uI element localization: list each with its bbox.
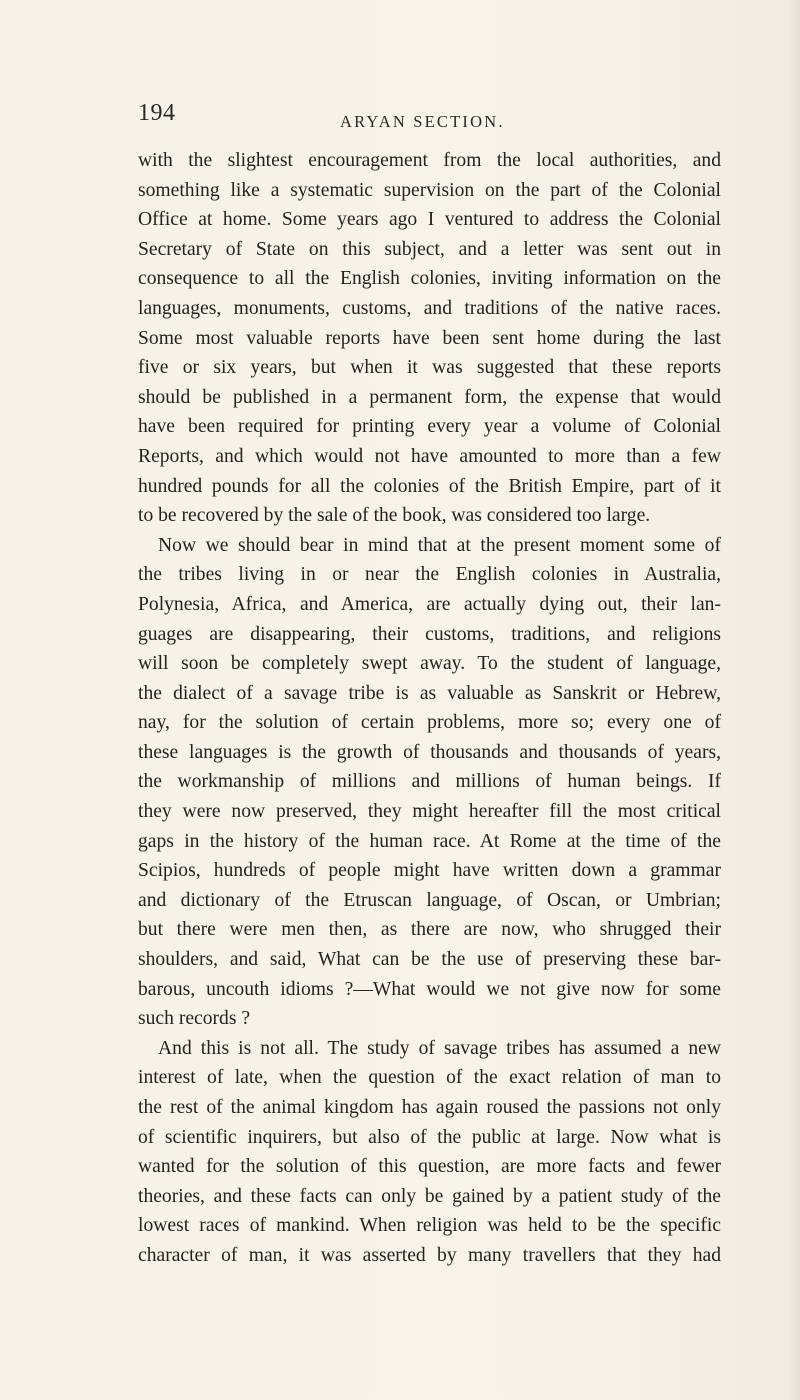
text-line: gaps in the history of the human race. At Rome at the time of the	[138, 830, 721, 852]
text-line: Office at home. Some years ago I ventured to address the Colonial	[138, 209, 721, 231]
text-line: something like a systematic supervision on the part of the Colonial	[138, 179, 721, 201]
body-text	[138, 146, 721, 1271]
paragraph-3	[138, 1034, 721, 1271]
text-line: shoulders, and said, What can be the use of preserving these bar-	[138, 949, 721, 971]
running-head: ARYAN SECTION.	[340, 112, 505, 131]
text-line: Secretary of State on this subject, and a letter was sent out in	[138, 238, 721, 260]
text-line: of scientific inquirers, but also of the public at large. Now what is	[138, 1126, 721, 1148]
paragraph-1	[138, 146, 721, 531]
text-line: the dialect of a savage tribe is as valuable as Sanskrit or Hebrew,	[138, 682, 721, 704]
text-line: barous, uncouth idioms ?—What would we not give now for some	[138, 978, 721, 1000]
text-line: consequence to all the English colonies, inviting information on the	[138, 268, 721, 290]
text-line: Polynesia, Africa, and America, are actually dying out, their lan-	[138, 593, 721, 615]
page-edge-shadow	[790, 0, 800, 1400]
text-line: and dictionary of the Etruscan language, of Oscan, or Umbrian;	[138, 889, 721, 911]
text-line: Some most valuable reports have been sent home during the last	[138, 327, 721, 349]
text-line: the rest of the animal kingdom has again roused the passions not only	[138, 1097, 721, 1118]
paragraph-2	[138, 531, 721, 1034]
text-line: these languages is the growth of thousands and thousands of years,	[138, 741, 721, 763]
text-line: but there were men then, as there are now, who shrugged their	[138, 919, 721, 941]
text-line: should be published in a permanent form, the expense that would	[138, 386, 721, 408]
text-line: to be recovered by the sale of the book, was considered too large.	[138, 505, 651, 527]
text-line: languages, monuments, customs, and traditions of the native races.	[138, 297, 721, 319]
text-line: Now we should bear in mind that at the present moment some of	[158, 534, 721, 556]
text-line: will soon be completely swept away. To the student of language,	[138, 653, 721, 675]
text-line: the workmanship of millions and millions of human beings. If	[138, 771, 721, 793]
text-line: hundred pounds for all the colonies of the British Empire, part of it	[138, 475, 721, 497]
text-line: Reports, and which would not have amounted to more than a few	[138, 445, 721, 467]
text-line: character of man, it was asserted by many travellers that they had	[138, 1244, 721, 1266]
text-line: lowest races of mankind. When religion was held to be the specific	[138, 1215, 721, 1237]
text-line: wanted for the solution of this question, are more facts and fewer	[138, 1156, 721, 1178]
text-line: they were now preserved, they might hereafter fill the most critical	[138, 801, 721, 823]
text-line: such records ?	[138, 1008, 251, 1030]
text-line: with the slightest encouragement from the local authorities, and	[138, 150, 721, 171]
text-line: nay, for the solution of certain problems, more so; every one of	[138, 712, 721, 734]
text-line: five or six years, but when it was suggested that these reports	[138, 357, 721, 379]
text-line: guages are disappearing, their customs, traditions, and religions	[138, 623, 721, 645]
text-line: the tribes living in or near the English colonies in Australia,	[138, 564, 721, 586]
page-number: 194	[138, 100, 176, 126]
text-line: theories, and these facts can only be gained by a patient study of the	[138, 1185, 721, 1207]
text-line: And this is not all. The study of savage tribes has assumed a new	[158, 1037, 721, 1059]
text-line: interest of late, when the question of the exact relation of man to	[138, 1067, 721, 1089]
text-line: Scipios, hundreds of people might have written down a grammar	[138, 860, 721, 882]
text-line: have been required for printing every year a volume of Colonial	[138, 416, 721, 438]
